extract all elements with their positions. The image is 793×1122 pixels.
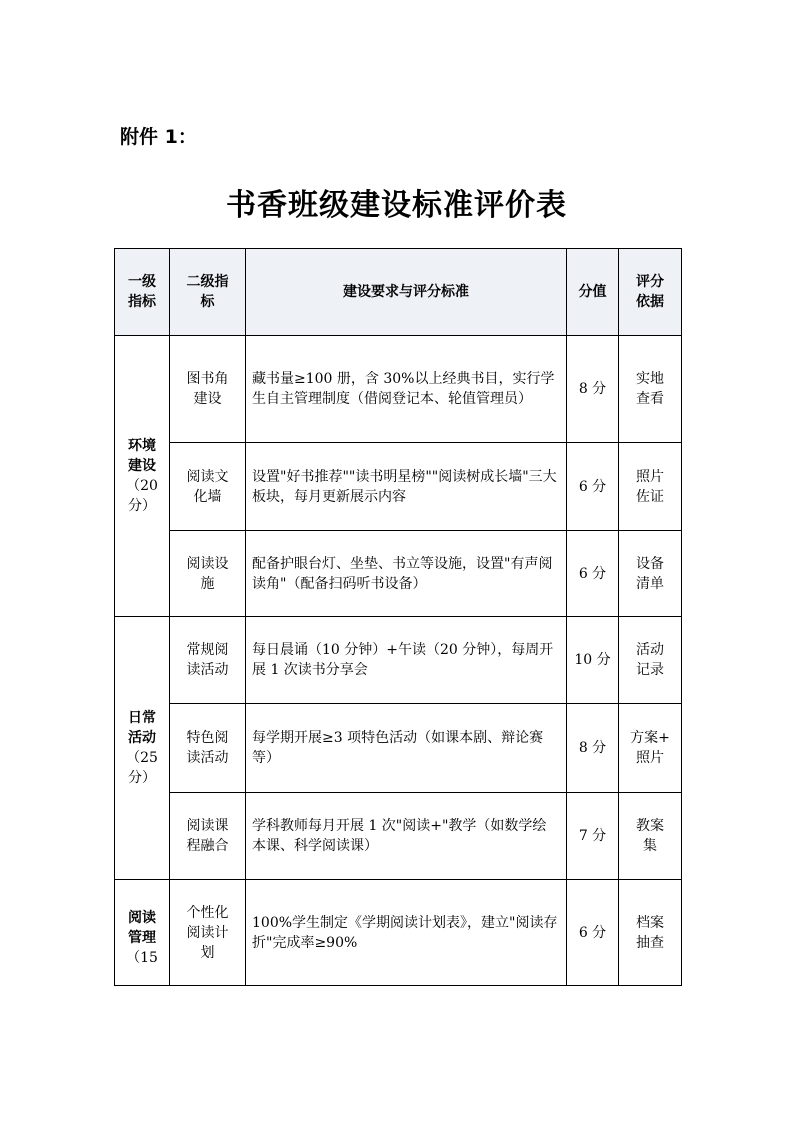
table-row [115,793,682,880]
score-cell: 6 分 [567,531,619,617]
requirement-cell: 100%学生制定《学期阅读计划表》，建立"阅读存折"完成率≥90% [246,880,567,986]
item-cell: 阅读文 化墙 [170,443,246,531]
basis-cell: 教案 集 [619,793,682,880]
item-cell: 常规阅 读活动 [170,617,246,704]
item-cell: 阅读设 施 [170,531,246,617]
item-cell: 阅读课 程融合 [170,793,246,880]
score-cell: 6 分 [567,880,619,986]
score-cell: 10 分 [567,617,619,704]
group-cell [115,617,170,880]
table-row [115,880,682,986]
page-title: 书香班级建设标准评价表 [226,188,567,223]
header-requirement: 建设要求与评分标准 [246,249,567,336]
table-row [115,704,682,793]
score-cell: 8 分 [567,336,619,443]
table-row [115,531,682,617]
group-points: （25 分） [126,750,158,786]
group-name: 阅读 管理 [128,910,156,946]
score-cell: 7 分 [567,793,619,880]
header-level2: 二级指 标 [170,249,246,336]
basis-cell: 档案 抽查 [619,880,682,986]
table-row [115,443,682,531]
group-cell [115,880,170,986]
header-basis: 评分 依据 [619,249,682,336]
item-cell: 特色阅 读活动 [170,704,246,793]
item-cell: 图书角 建设 [170,336,246,443]
score-cell: 8 分 [567,704,619,793]
item-cell: 个性化 阅读计 划 [170,880,246,986]
requirement-cell: 配备护眼台灯、坐垫、书立等设施，设置"有声阅读角"（配备扫码听书设备） [246,531,567,617]
group-name: 环境 建设 [128,438,156,474]
requirement-cell: 每学期开展≥3 项特色活动（如课本剧、辩论赛等） [246,704,567,793]
requirement-cell: 每日晨诵（10 分钟）+午读（20 分钟），每周开展 1 次读书分享会 [246,617,567,704]
score-cell: 6 分 [567,443,619,531]
basis-cell: 照片 佐证 [619,443,682,531]
group-points: （20 分） [126,478,158,514]
requirement-cell: 学科教师每月开展 1 次"阅读+"教学（如数学绘本课、科学阅读课） [246,793,567,880]
basis-cell: 方案+ 照片 [619,704,682,793]
table-header-row [115,249,682,336]
basis-cell: 活动 记录 [619,617,682,704]
requirement-cell: 设置"好书推荐""读书明星榜""阅读树成长墙"三大板块，每月更新展示内容 [246,443,567,531]
group-name: 日常 活动 [128,710,156,746]
table-row [115,617,682,704]
requirement-cell: 藏书量≥100 册，含 30%以上经典书目，实行学生自主管理制度（借阅登记本、轮值管理员） [246,336,567,443]
evaluation-table [114,248,682,986]
header-score: 分值 [567,249,619,336]
group-points: （15 [126,950,158,966]
basis-cell: 实地 查看 [619,336,682,443]
table-row [115,336,682,443]
attachment-label: 附件 1： [120,126,197,148]
basis-cell: 设备 清单 [619,531,682,617]
header-level1: 一级 指标 [115,249,170,336]
group-cell [115,336,170,617]
